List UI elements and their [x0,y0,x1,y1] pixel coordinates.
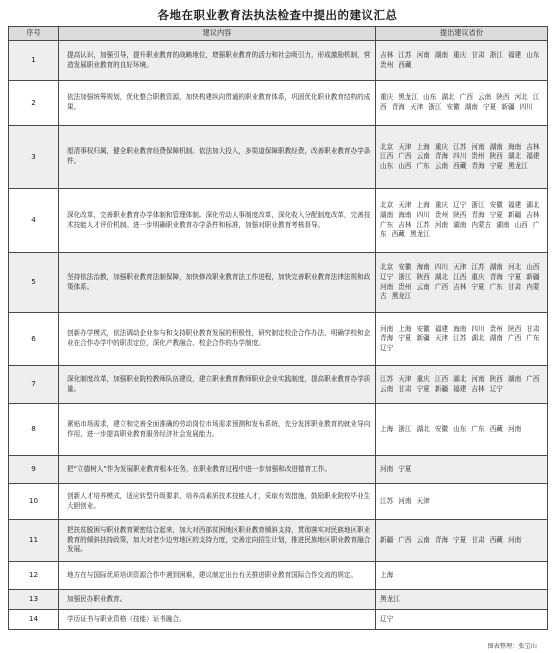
header-content: 建议内容 [59,27,376,41]
row-content: 提高认识，加强引导，提升职业教育的战略地位，增强职业教育的活力和社会吸引力，形成激励机制，营造发展职业教育的良好环境。 [59,41,376,81]
row-content: 把扶贫脱困与职业教育紧密结合起来，加大对西部贫困地区职业教育倾斜支持，贯彻落实对民族地区职业教育的倾斜扶持政策，加大对老少边穷地区的支持力度，完善定向招生计划，推进民族地区职业教育融合发展。 [59,520,376,562]
row-seq: 4 [9,189,59,253]
row-content: 紧贴市场需求，建立和完善全面准确的劳动岗位市场需求预测和发布系统，充分发挥职业教育的就业导向作用，进一步提高职业教育服务经济社会发展能力。 [59,404,376,456]
row-seq: 10 [9,484,59,520]
table-row [9,562,548,590]
row-seq: 1 [9,41,59,81]
table-row [9,313,548,366]
table-row [9,590,548,610]
header-seq: 序号 [9,27,59,41]
row-content: 加强民办职业教育。 [59,590,376,610]
row-provinces: 黑龙江 [376,590,548,610]
table-row [9,484,548,520]
row-seq: 9 [9,456,59,484]
row-content: 坚持依法治教，加强职业教育法制保障，加快修改职业教育法工作进程，加快完善职业教育法律法规和政策体系。 [59,253,376,313]
row-seq: 14 [9,610,59,630]
table-row [9,189,548,253]
row-content: 厘清事权归属，健全职业教育经费保障机制。依法加大投入，多渠道保障职教经费，改善职业教育办学条件。 [59,126,376,189]
row-seq: 12 [9,562,59,590]
row-provinces: 北京 安徽 海南 四川 天津 江苏 湖南 河北 山西 辽宁 浙江 陕西 湖北 江西 重庆 青海 宁夏 新疆 河南 贵州 云南 广西 吉林 宁夏 广东 甘肃 内蒙古 黑龙江 [376,253,548,313]
row-content: 深化制度改革，加强职业院校教师队伍建设，建立职业教育教师职业企业实践制度，提高职业教育办学质量。 [59,366,376,404]
row-provinces: 新疆 广西 云南 青海 宁夏 甘肃 西藏 河南 [376,520,548,562]
row-provinces: 辽宁 [376,610,548,630]
row-content: 创新人才培养模式，适应转型升级要求，培养高素质技术技能人才，采取有效措施，鼓励职业院校毕业生大胆创业。 [59,484,376,520]
table-row [9,404,548,456]
table-row [9,81,548,126]
row-seq: 8 [9,404,59,456]
suggestions-table [8,26,548,630]
row-content: 依法加强统筹规划，优化整合职教资源，加快构建纵向贯通的职业教育体系，巩固优化职业教育结构的成果。 [59,81,376,126]
table-row [9,456,548,484]
row-provinces: 江苏 河南 天津 [376,484,548,520]
row-seq: 3 [9,126,59,189]
row-content: 深化改革，完善职业教育办学体制和管理体制。深化劳动人事制度改革，深化收入分配制度改革，完善技术技能人才评价机制。进一步明确职业教育办学条件和标准，加强对职业教育考核督导。 [59,189,376,253]
row-content: 把“立德树人”作为发展职业教育根本任务，在职业教育过程中进一步加强和改进德育工作。 [59,456,376,484]
row-seq: 2 [9,81,59,126]
credit-text: 图表整理：张宝山 [487,643,537,650]
row-seq: 6 [9,313,59,366]
row-provinces: 河南 宁夏 [376,456,548,484]
row-provinces: 吉林 江苏 河南 湖南 重庆 甘肃 浙江 福建 山东 贵州 西藏 [376,41,548,81]
row-seq: 13 [9,590,59,610]
table-row [9,520,548,562]
row-content: 学历证书与职业资格（技能）证书融合。 [59,610,376,630]
table-row [9,41,548,81]
table-row [9,366,548,404]
row-provinces: 上海 浙江 湖北 安徽 山东 广东 西藏 河南 [376,404,548,456]
row-content: 地方在与国际优质培训资源合作中遇到困难，建议制定出台有关推进职业教育国际合作交流的规定。 [59,562,376,590]
header-provinces: 提出建议省份 [376,27,548,41]
table-row [9,253,548,313]
row-seq: 5 [9,253,59,313]
table-row [9,610,548,630]
row-provinces: 河南 上海 安徽 福建 海南 四川 贵州 陕西 甘肃 青海 宁夏 新疆 天津 江苏 湖北 湖南 广西 广东 辽宁 [376,313,548,366]
row-content: 创新办学模式，依法调动企业参与和支持职业教育发展的积极性，研究制定校企合作办法，明确学校和企业在合作办学中的职责定位，深化产教融合、校企合作的办学制度。 [59,313,376,366]
row-seq: 7 [9,366,59,404]
row-provinces: 北京 天津 上海 重庆 江苏 河南 湖南 海南 吉林 江西 广西 云南 青海 四川 贵州 陕西 湖北 福建 山东 山西 广东 云南 西藏 青海 宁夏 黑龙江 [376,126,548,189]
row-provinces: 江苏 天津 重庆 江西 湖北 河南 陕西 湖南 广西 云南 甘肃 宁夏 新疆 福建 吉林 辽宁 [376,366,548,404]
row-seq: 11 [9,520,59,562]
page-title: 各地在职业教育法执法检查中提出的建议汇总 [157,8,398,22]
row-provinces: 上海 [376,562,548,590]
table-header-row [9,27,548,41]
row-provinces: 北京 天津 上海 重庆 辽宁 浙江 安徽 福建 湖北 湖南 海南 四川 贵州 陕西 青海 宁夏 新疆 吉林 广东 吉林 江苏 河南 湖南 内蒙古 湖南 山西 广东 西藏 黑龙江 [376,189,548,253]
row-provinces: 重庆 黑龙江 山东 湖北 广西 云南 陕西 河北 江西 青海 天津 浙江 安徽 湖南 宁夏 新疆 四川 [376,81,548,126]
table-row [9,126,548,189]
